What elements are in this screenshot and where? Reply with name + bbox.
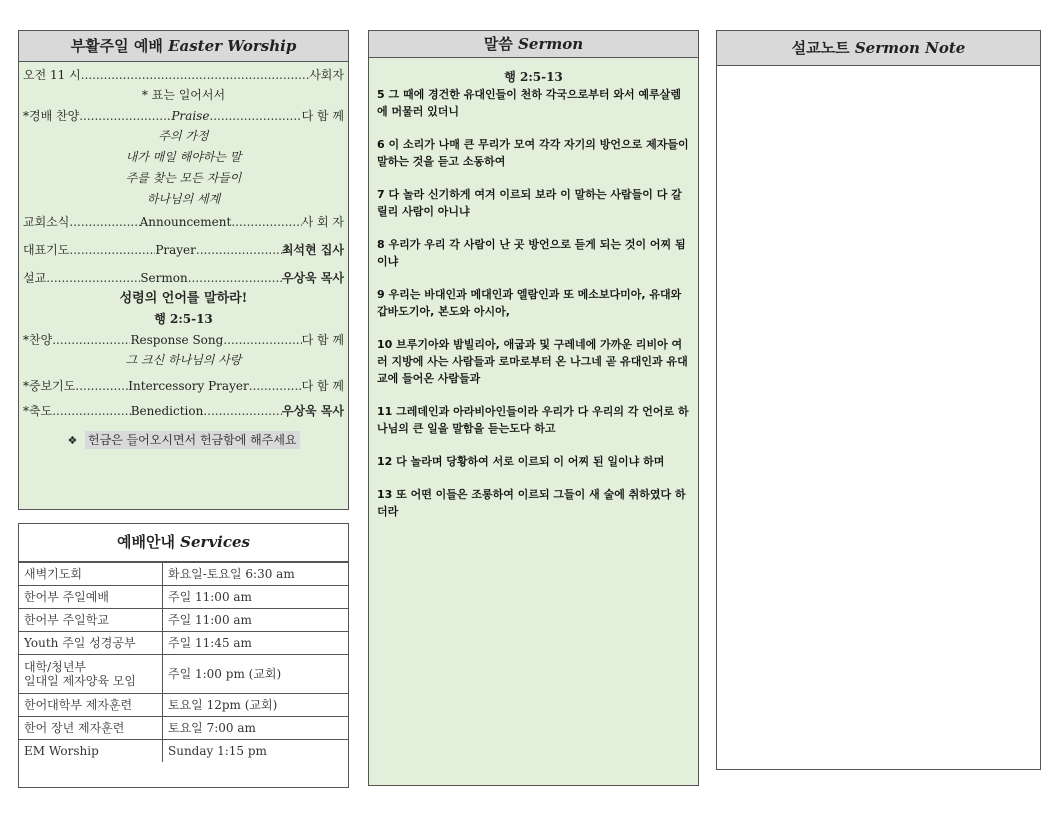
- sermon-note-panel: [716, 30, 1041, 770]
- service-row: [19, 586, 348, 609]
- worship-item-leader: 우상욱 목사: [281, 271, 344, 285]
- note-title-en: Sermon Note: [854, 39, 966, 57]
- service-name: Youth 주일 성경공부: [19, 632, 163, 655]
- bible-verse: 6 이 소리가 나매 큰 무리가 모여 각각 자기의 방언으로 제자들이 말하는 것을 듣고 소동하여: [377, 138, 689, 168]
- service-time: Sunday 1:15 pm: [163, 740, 349, 763]
- service-row: [19, 609, 348, 632]
- leader-dots: [75, 376, 128, 396]
- service-time: 토요일 12pm (교회): [163, 694, 349, 717]
- standing-note: * 표는 일어서서: [141, 88, 226, 102]
- song-title: 주의 가정: [158, 129, 209, 143]
- service-name: 새벽기도회: [19, 563, 163, 586]
- service-time: 주일 1:00 pm (교회): [163, 655, 349, 694]
- worship-item: [19, 65, 348, 85]
- leader-dots: [249, 376, 302, 396]
- song-title: 주를 찾는 모든 자들이: [125, 171, 242, 185]
- service-name: 한어부 주일예배: [19, 586, 163, 609]
- worship-item-leader: 최석현 집사: [281, 243, 344, 257]
- service-time: 화요일-토요일 6:30 am: [163, 563, 349, 586]
- sermon-panel: [368, 30, 699, 786]
- bible-verse: 8 우리가 우리 각 사람이 난 곳 방언으로 듣게 되는 것이 어찌 됨이냐: [377, 238, 686, 268]
- bible-verse: 13 또 어떤 이들은 조롱하여 이르되 그들이 새 술에 취하였다 하더라: [377, 488, 686, 518]
- service-time: 주일 11:45 am: [163, 632, 349, 655]
- worship-item-label: 오전 11 시: [23, 68, 81, 82]
- service-row: [19, 655, 348, 694]
- service-time: 토요일 7:00 am: [163, 717, 349, 740]
- service-name: 대학/청년부 일대일 제자양육 모임: [19, 655, 163, 694]
- service-name: EM Worship: [19, 740, 163, 763]
- leader-dots: [52, 330, 130, 350]
- services-title-ko: 예배안내: [116, 533, 181, 551]
- worship-item-english: Praise: [171, 109, 210, 123]
- sermon-title-ko: 말씀: [483, 35, 519, 53]
- worship-item-label: *축도: [23, 404, 53, 418]
- worship-item-label: 교회소식: [23, 215, 70, 229]
- song-title: 내가 매일 해야하는 말: [125, 150, 242, 164]
- service-row: [19, 694, 348, 717]
- worship-item: [19, 106, 348, 126]
- song-title: 그 크신 하나님의 사랑: [125, 353, 242, 367]
- sermon-header: [369, 31, 698, 58]
- worship-item-label: *찬양: [23, 333, 53, 347]
- worship-item-label: *중보기도: [23, 379, 76, 393]
- worship-title-ko: 부활주일 예배: [70, 37, 169, 55]
- worship-item: [19, 240, 348, 260]
- bible-verse: 9 우리는 바대인과 메대인과 엘람인과 또 메소보다미아, 유대와 갑바도기아, 본도와 아시아,: [377, 288, 682, 318]
- service-row: [19, 717, 348, 740]
- services-panel: [18, 523, 349, 788]
- services-header: [19, 524, 348, 562]
- worship-header: [19, 31, 348, 62]
- worship-item-leader: 사 회 자: [301, 215, 344, 229]
- worship-item-leader: 우상욱 목사: [281, 404, 344, 418]
- note-header: [717, 31, 1040, 66]
- service-row: [19, 563, 348, 586]
- leader-dots: [223, 330, 301, 350]
- worship-item-label: *경배 찬양: [23, 109, 80, 123]
- worship-item-label: 대표기도: [23, 243, 70, 257]
- leader-dots: [231, 212, 301, 232]
- leader-dots: [69, 212, 139, 232]
- services-title-en: Services: [180, 533, 250, 551]
- worship-item-leader: 다 함 께: [301, 379, 344, 393]
- note-bullet-icon: ❖: [67, 434, 78, 447]
- bible-verse: 5 그 때에 경건한 유대인들이 천하 각국으로부터 와서 예루살렘에 머물러 있더니: [377, 88, 681, 118]
- worship-item-label: 설교: [23, 271, 47, 285]
- worship-item-english: Announcement: [139, 215, 232, 229]
- service-row: [19, 740, 348, 763]
- worship-item: [19, 268, 348, 288]
- worship-title-en: Easter Worship: [168, 37, 297, 55]
- leader-dots: [79, 106, 171, 126]
- bible-verse: 7 다 놀라 신기하게 여겨 이르되 보라 이 말하는 사람들이 다 갈릴리 사람이 아니냐: [377, 188, 682, 218]
- scripture-reference: 행 2:5-13: [504, 70, 563, 84]
- worship-item-english: Intercessory Prayer: [128, 379, 249, 393]
- leader-dots: [188, 268, 282, 288]
- worship-item: [19, 330, 348, 350]
- service-time: 주일 11:00 am: [163, 586, 349, 609]
- worship-item: [19, 212, 348, 232]
- offering-note-text: 헌금은 들어오시면서 헌금함에 해주세요: [85, 431, 300, 449]
- leader-dots: [52, 401, 131, 421]
- sermon-title: 행 2:5-13: [154, 312, 213, 326]
- services-table: [19, 562, 348, 762]
- worship-rows: [19, 62, 348, 421]
- leader-dots: [209, 106, 301, 126]
- worship-item-english: Prayer: [155, 243, 196, 257]
- leader-dots: [196, 240, 282, 260]
- bible-verse: 12 다 놀라며 당황하여 서로 이르되 이 어찌 된 일이냐 하며: [377, 455, 665, 468]
- worship-item-english: Sermon: [140, 271, 188, 285]
- offering-note: [29, 429, 338, 451]
- worship-item: [19, 376, 348, 396]
- worship-item-english: Response Song: [130, 333, 224, 347]
- bible-verse: 10 브루기아와 밤빌리아, 애굽과 및 구레네에 가까운 리비아 여러 지방에 사는 사람들과 로마로부터 온 나그네 곧 유대인과 유대교에 들어온 사람들과: [377, 338, 688, 385]
- service-row: [19, 632, 348, 655]
- service-time: 주일 11:00 am: [163, 609, 349, 632]
- verse-list: [369, 86, 698, 520]
- worship-item-leader: 다 함 께: [301, 109, 344, 123]
- service-name: 한어부 주일학교: [19, 609, 163, 632]
- worship-item-leader: 다 함 께: [301, 333, 344, 347]
- sermon-title-en: Sermon: [518, 35, 584, 53]
- worship-item-leader: 사회자: [309, 68, 344, 82]
- leader-dots: [203, 401, 282, 421]
- bible-verse: 11 그레데인과 아라비아인들이라 우리가 다 우리의 각 언어로 하나님의 큰 일을 말함을 듣는도다 하고: [377, 405, 689, 435]
- leader-dots: [81, 65, 310, 85]
- leader-dots: [69, 240, 155, 260]
- sermon-title: 성령의 언어를 말하라!: [119, 291, 248, 306]
- worship-item-english: Benediction: [130, 404, 204, 418]
- service-name: 한어 장년 제자훈련: [19, 717, 163, 740]
- leader-dots: [46, 268, 140, 288]
- song-title: 하나님의 세계: [146, 192, 221, 206]
- worship-order-panel: [18, 30, 349, 510]
- worship-item: [19, 401, 348, 421]
- note-title-ko: 설교노트: [791, 39, 855, 57]
- service-name: 한어대학부 제자훈련: [19, 694, 163, 717]
